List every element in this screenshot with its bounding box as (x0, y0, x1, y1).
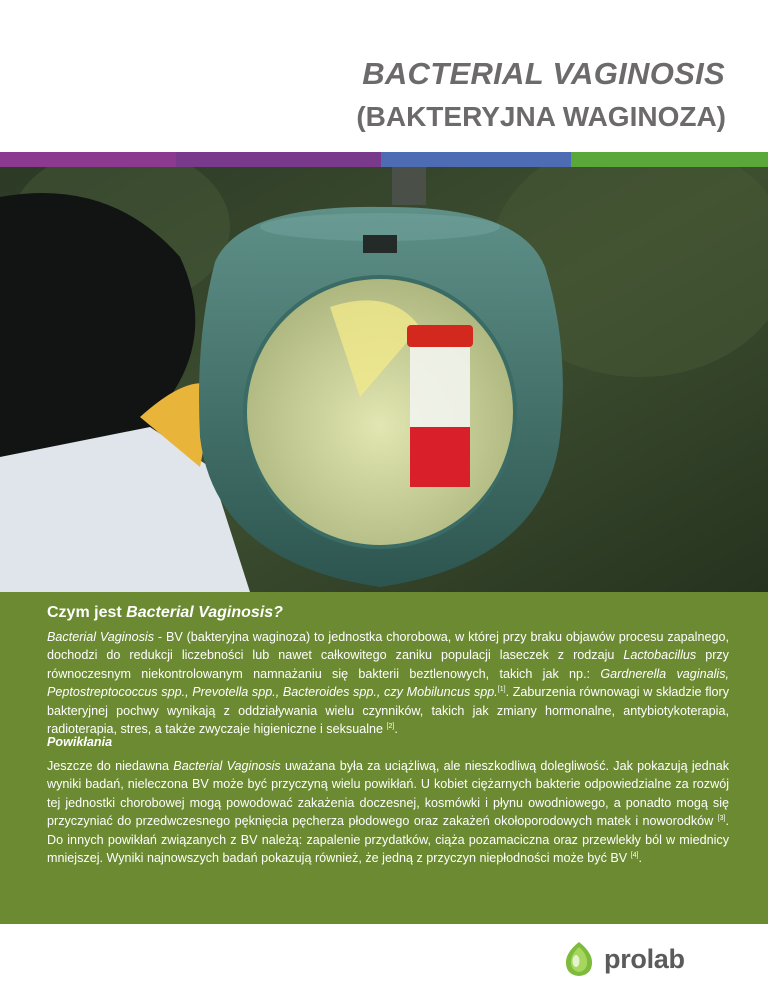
content-panel (0, 592, 768, 924)
stripe-violet (176, 152, 381, 167)
stripe-blue (381, 152, 571, 167)
stripe-purple (0, 152, 176, 167)
hero-photo (0, 167, 768, 592)
color-stripe (0, 152, 768, 167)
prolab-logo (562, 940, 685, 978)
logo-text: prolab (604, 943, 685, 974)
stripe-green (571, 152, 768, 167)
section-heading-what-is: Czym jest Bacterial Vaginosis? (47, 604, 283, 621)
footer (0, 924, 768, 994)
page-subtitle: (BAKTERYJNA WAGINOZA) (356, 101, 726, 132)
section-heading-complications: Powikłania (47, 735, 113, 749)
leaf-drop-icon (562, 940, 596, 978)
header (0, 0, 768, 152)
paragraph-complications: Jeszcze do niedawna Bacterial Vaginosis uważana była za uciążliwą, ale nieszkodliwą dolegliwość. Jak pokazują jednak wyniki badań, nieleczona BV może być przyczyną wielu powikłań. U kobiet ciężarnych bakterie odpowiedzialne za rozwój tej jednostki chorobowej mogą powodować zakażenia doczesnej, kosmówki i płynu owodniowego, a ponadto mogą się przyczyniać do przedwczesnego pęknięcia pęcherza płodowego oraz zakażeń okołoporodowych matek i noworodków [3]. Do innych powikłań związanych z BV należą: zapalenie przydatków, ciąża pozamaciczna oraz przewlekły ból w miednicy mniejszej. Wyniki najnowszych badań pokazują również, że jedną z przyczyn niepłodności może być BV [4]. (47, 759, 729, 866)
page-title: BACTERIAL VAGINOSIS (362, 56, 725, 91)
paragraph-definition: Bacterial Vaginosis - BV (bakteryjna waginoza) to jednostka chorobowa, w której przy braku objawów procesu zapalnego, dochodzi do redukcji liczebności lub nawet całkowitego zaniku populacji laseczek z rodzaju Lactobacillus przy równoczesnym niekontrolowanym namnażaniu się bakterii beztlenowych, takich jak np.: Gardnerella vaginalis, Peptostreptococcus spp., Prevotella spp., Bacteroides spp., czy Mobiluncus spp.[1]. Zaburzenia równowagi w składzie flory bakteryjnej pochwy wynikają z oddziaływania wielu czynników, takich jak zmiany hormonalne, antybiotykoterapia, radioterapia, stres, a także zwyczaje higieniczne i seksualne [2]. (47, 630, 729, 737)
